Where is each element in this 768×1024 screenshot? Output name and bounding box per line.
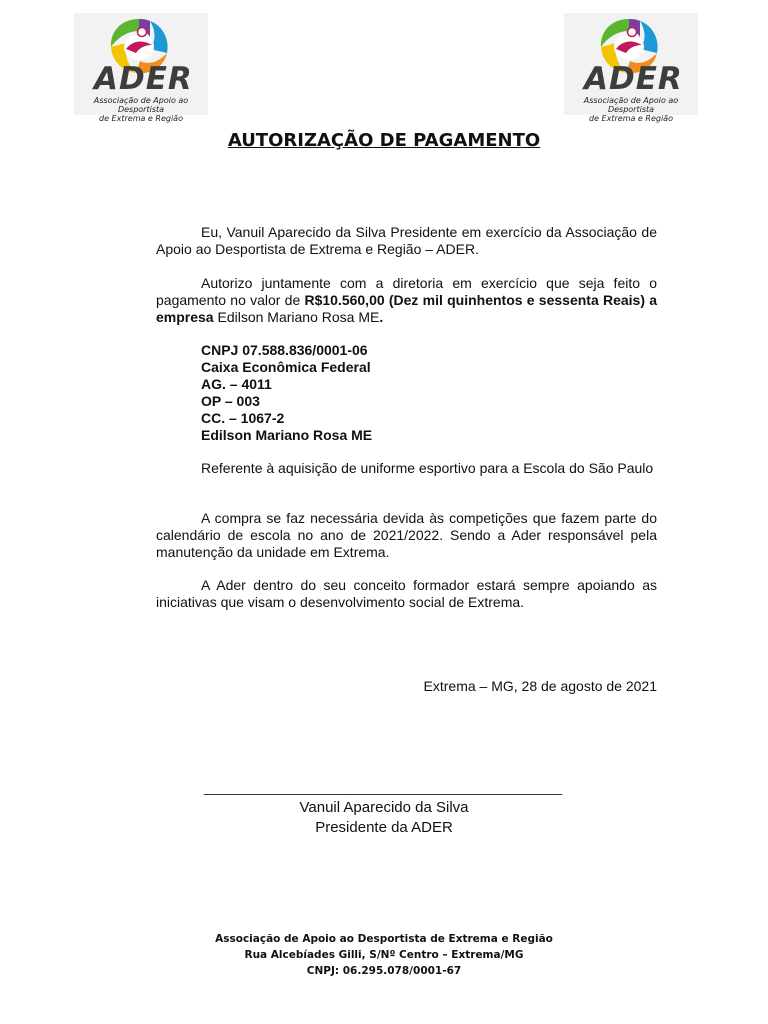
paragraph-authorization	[156, 275, 657, 326]
logo-subtitle	[74, 96, 208, 123]
authorization-text: Autorizo juntamente com a diretoria em exercício que seja feito o pagamento no valor de	[156, 275, 657, 308]
paragraph-justification: A compra se faz necessária devida às competições que fazem parte do calendário de escola no ano de 2021/2022. Sendo a Ader responsável pela manutenção da unidade em Extrema.	[156, 510, 657, 560]
footer-organization: Associação de Apoio ao Desportista de Extrema e Região	[215, 933, 553, 945]
bank-cnpj: CNPJ 07.588.836/0001-06	[201, 342, 368, 358]
paragraph-declaration: Eu, Vanuil Aparecido da Silva Presidente em exercício da Associação de Apoio ao Desportista de Extrema e Região – ADER.	[156, 224, 657, 257]
logo-subtitle-line2: de Extrema e Região	[99, 114, 183, 123]
bank-holder: Edilson Mariano Rosa ME	[201, 427, 373, 443]
authorization-period: .	[379, 309, 384, 325]
logo-subtitle-line1: Associação de Apoio ao Desportista	[93, 96, 189, 114]
logo-brand-text: ADER	[584, 61, 683, 97]
logo-brand-text: ADER	[94, 61, 193, 97]
bank-name: Caixa Econômica Federal	[201, 359, 371, 375]
bank-operation: OP – 003	[201, 393, 260, 409]
document-title: AUTORIZAÇÃO DE PAGAMENTO	[227, 130, 541, 151]
bank-agency: AG. – 4011	[201, 376, 272, 392]
bank-details	[201, 342, 372, 444]
footer-cnpj: CNPJ: 06.295.078/0001-67	[306, 965, 462, 977]
logo-subtitle	[564, 96, 698, 123]
signature-line: ______________________________________________	[204, 779, 563, 795]
letterhead-footer	[0, 931, 768, 979]
paragraph-reference: Referente à aquisição de uniforme esportivo para a Escola do São Paulo	[201, 460, 654, 476]
paragraph-commitment: A Ader dentro do seu conceito formador estará sempre apoiando as iniciativas que visam o desenvolvimento social de Extrema.	[156, 577, 657, 610]
place-and-date: Extrema – MG, 28 de agosto de 2021	[423, 678, 657, 694]
ader-logo-right	[564, 13, 698, 123]
logo-subtitle-line1: Associação de Apoio ao Desportista	[583, 96, 679, 114]
logo-subtitle-line2: de Extrema e Região	[589, 114, 673, 123]
ader-logo-left	[74, 13, 208, 123]
footer-address: Rua Alcebíades Gilli, S/Nº Centro – Extrema/MG	[244, 949, 524, 961]
signer-name: Vanuil Aparecido da Silva	[299, 799, 469, 816]
bank-account: CC. – 1067-2	[201, 410, 285, 426]
payment-amount: R$10.560,00 (Dez mil quinhentos e sessenta Reais) a empresa	[156, 292, 657, 325]
company-name: Edilson Mariano Rosa ME	[213, 309, 380, 325]
signer-role: Presidente da ADER	[315, 819, 453, 836]
